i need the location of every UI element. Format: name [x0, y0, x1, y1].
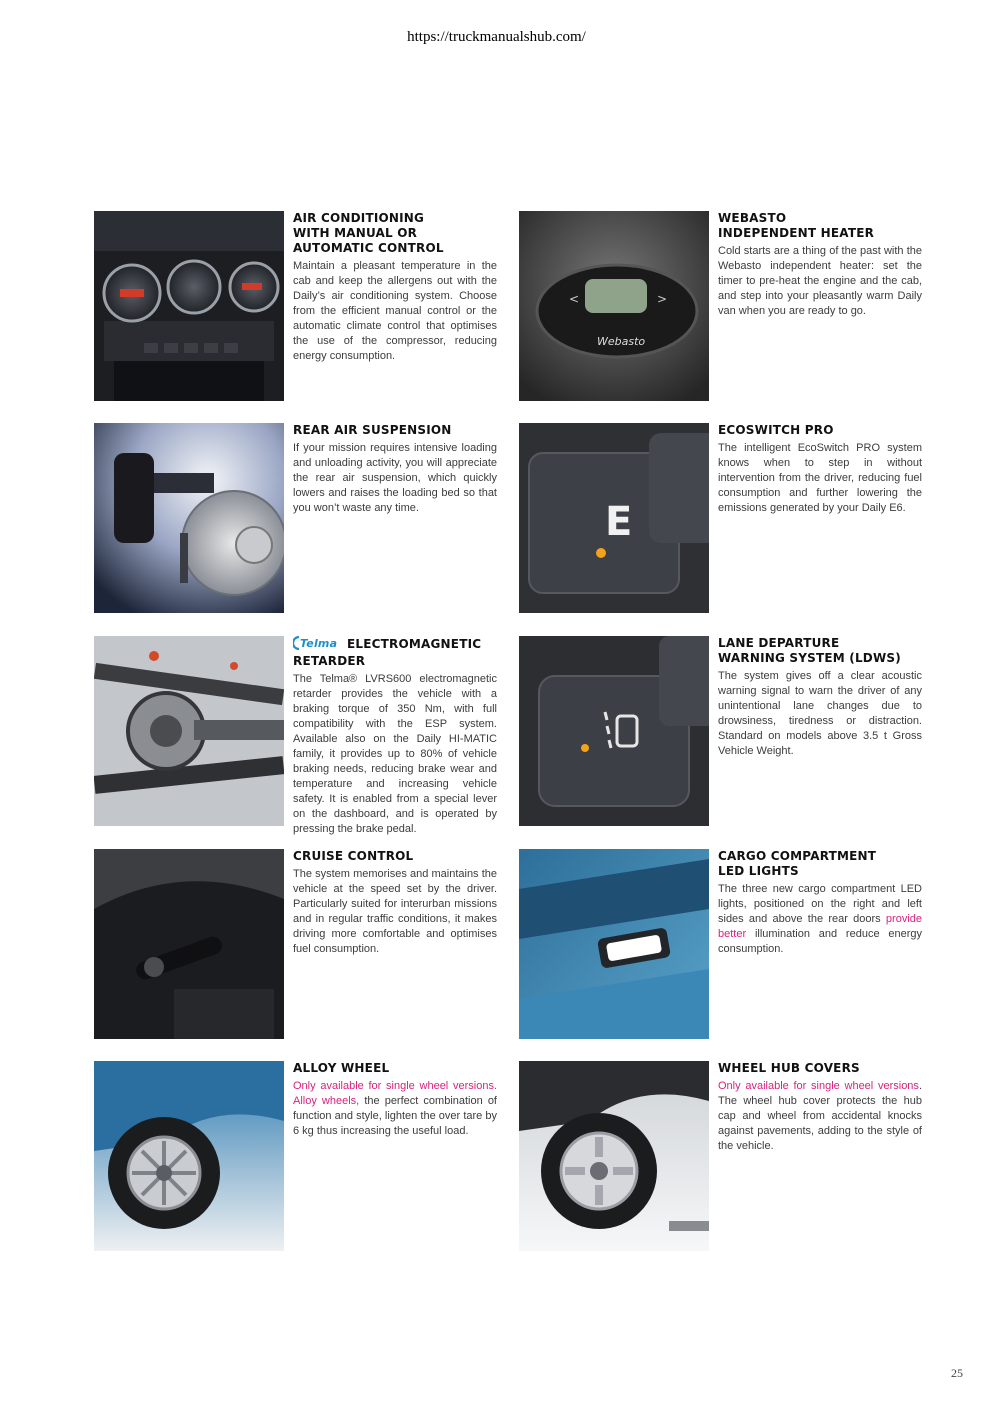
- feature-ldws: [519, 636, 939, 828]
- telma-logo: [293, 636, 343, 654]
- cargo-led-photo: [519, 849, 709, 1039]
- ldws-photo: [519, 636, 709, 826]
- feature-title: REAR AIR SUSPENSION: [293, 423, 452, 437]
- feature-description: The system memorises and maintains the vehicle at the speed set by the driver. Particularly suited for interurban missions and in regular traffic conditions, it makes driving more comfortable and optimises fuel consumption.: [293, 868, 497, 955]
- feature-title: LANE DEPARTURE WARNING SYSTEM (LDWS): [718, 636, 901, 665]
- feature-title: WHEEL HUB COVERS: [718, 1061, 860, 1075]
- feature-title: WEBASTO INDEPENDENT HEATER: [718, 211, 875, 240]
- cruise-control-photo: [94, 849, 284, 1039]
- feature-air-conditioning: [94, 211, 514, 403]
- feature-rear-air-suspension: [94, 423, 514, 615]
- webasto-heater-photo: [519, 211, 709, 401]
- feature-title: CRUISE CONTROL: [293, 849, 414, 863]
- feature-cargo-led: [519, 849, 939, 1041]
- alloy-wheel-photo: [94, 1061, 284, 1251]
- page-number: 25: [951, 1366, 963, 1380]
- feature-title: Telma ELECTROMAGNETIC RETARDER: [293, 637, 482, 668]
- feature-description: Only available for single wheel versions. Alloy wheels, the perfect combination of function and style, lighten the over tare by 6 kg thus increasing the useful load.: [293, 1080, 497, 1137]
- feature-description: If your mission requires intensive loading and unloading activity, you will appreciate the rear air suspension, which quickly lowers and raises the loading bed so that you won’t waste any time.: [293, 442, 497, 514]
- feature-title: AIR CONDITIONING WITH MANUAL OR AUTOMATIC CONTROL: [293, 211, 444, 255]
- feature-cruise-control: [94, 849, 514, 1041]
- feature-title: CARGO COMPARTMENT LED LIGHTS: [718, 849, 877, 878]
- feature-webasto: [519, 211, 939, 403]
- rear-air-suspension-photo: [94, 423, 284, 613]
- feature-description: The Telma® LVRS600 electromagnetic retarder provides the vehicle with a braking torque of 350 Nm, with full compatibility with the ESP system. Available also on the Daily HI-MATIC family, it provides up to 80% of vehicle braking needs, reducing brake wear and temperature and increasing vehicle safety. It is enabled from a special lever on the dashboard, and is operated by pressing the brake pedal.: [293, 673, 497, 835]
- feature-alloy-wheel: [94, 1061, 514, 1253]
- feature-description: The intelligent EcoSwitch PRO system knows when to step in without intervention from the driver, reducing fuel consumption and further lowering the emissions generated by your Daily E6.: [718, 442, 922, 514]
- feature-description: Cold starts are a thing of the past with the Webasto independent heater: set the timer to pre-heat the engine and the cab, and step into your pleasantly warm Daily van when you are ready to go.: [718, 245, 922, 317]
- feature-hub-covers: [519, 1061, 939, 1253]
- ecoswitch-photo: [519, 423, 709, 613]
- svg-text:<: <: [569, 292, 580, 306]
- air-conditioning-photo: [94, 211, 284, 401]
- feature-description: The three new cargo compartment LED lights, positioned on the right and left sides and above the rear doors provide better illumination and reduce energy consumption.: [718, 883, 922, 955]
- feature-description: Maintain a pleasant temperature in the cab and keep the allergens out with the Daily’s air conditioning system. Choose from the efficient manual control or the automatic climate control that optimises the use of the compressor, reducing energy consumption.: [293, 260, 497, 362]
- feature-ecoswitch: [519, 423, 939, 615]
- svg-text:E: E: [605, 499, 633, 545]
- feature-title: ECOSWITCH PRO: [718, 423, 834, 437]
- feature-retarder: [94, 636, 514, 835]
- svg-text:Telma: Telma: [300, 637, 338, 650]
- feature-title: ALLOY WHEEL: [293, 1061, 390, 1075]
- webasto-brand-text: Webasto: [597, 335, 646, 348]
- hub-covers-photo: [519, 1061, 709, 1251]
- feature-description: Only available for single wheel versions. The wheel hub cover protects the hub cap and wheel from accidental knocks against pavements, adding to the style of the vehicle.: [718, 1080, 922, 1152]
- feature-description: The system gives off a clear acoustic warning signal to warn the driver of any unintentional lane changes due to drowsiness, tiredness or distraction. Standard on models above 3.5 t Gross Vehicle Weight.: [718, 670, 922, 757]
- svg-text:>: >: [657, 292, 668, 306]
- retarder-photo: [94, 636, 284, 826]
- source-url[interactable]: https://truckmanualshub.com/: [407, 29, 586, 45]
